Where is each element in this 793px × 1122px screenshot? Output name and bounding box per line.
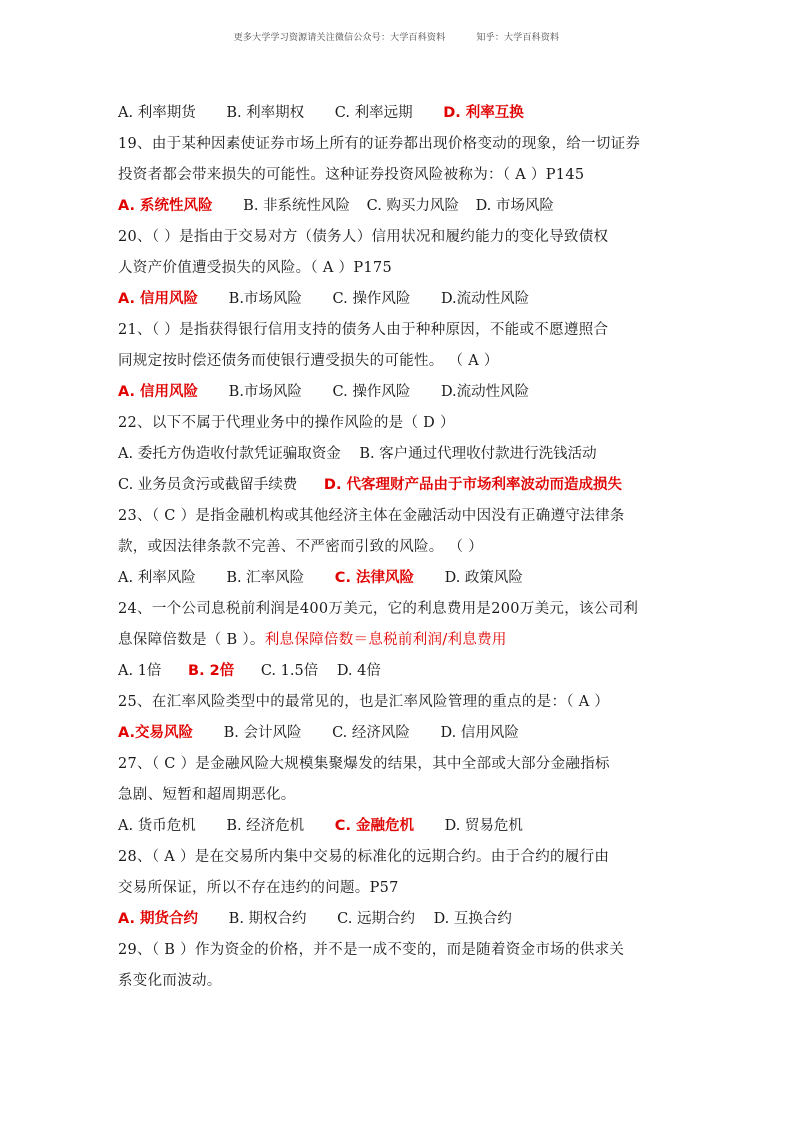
page-header	[0, 30, 793, 43]
q22-option-b: B. 客户通过代理收付款进行洗钱活动	[359, 446, 597, 462]
q28-text-line1: 28、（ A ）是在交易所内集中交易的标准化的远期合约。由于合约的履行由	[118, 849, 610, 865]
q21-text-line2: 同规定按时偿还债务而使银行遭受损失的可能性。 （ A ）	[118, 353, 499, 369]
q18-option-b: B. 利率期权	[226, 105, 305, 121]
q27-option-b: B. 经济危机	[226, 818, 305, 834]
q21-option-a-answer: A. 信用风险	[118, 384, 199, 400]
q23-option-d: D. 政策风险	[444, 570, 523, 586]
q24-text-line2	[118, 625, 678, 656]
q28-options	[118, 904, 678, 935]
q23-options	[118, 563, 678, 594]
q20-text-line2: 人资产价值遭受损失的风险。（ A ）P175	[118, 260, 392, 276]
q28-option-d: D. 互换合约	[433, 911, 512, 927]
header-wechat-note: 更多大学学习资源请关注微信公众号：大学百科资料	[233, 33, 446, 43]
q27-options	[118, 811, 678, 842]
q23-text-line1: 23、（ C ）是指金融机构或其他经济主体在金融活动中因没有正确遵守法律条	[118, 508, 625, 524]
q19-option-c: C. 购买力风险	[366, 198, 459, 214]
q22-option-a: A. 委托方伪造收付款凭证骗取资金	[118, 446, 341, 462]
q25-option-a-answer: A.交易风险	[118, 725, 193, 741]
question-list	[118, 98, 678, 997]
q28-option-a-answer: A. 期货合约	[118, 911, 199, 927]
q25-option-d: D. 信用风险	[440, 725, 519, 741]
q22-option-d-answer: D. 代客理财产品由于市场利率波动而造成损失	[323, 477, 622, 493]
q28-option-b: B. 期权合约	[228, 911, 307, 927]
q18-option-d-answer: D. 利率互换	[443, 105, 524, 121]
q22-option-c: C. 业务员贪污或截留手续费	[118, 477, 298, 493]
q23-option-a: A. 利率风险	[118, 570, 196, 586]
q24-formula-note: 利息保障倍数＝息税前利润/利息费用	[264, 632, 507, 648]
q19-text-line2: 投资者都会带来损失的可能性。这种证券投资风险被称为：（ A ）P145	[118, 167, 585, 183]
q24-question-tail: 息保障倍数是（ B ）。	[118, 632, 265, 648]
header-zhihu-note: 知乎：大学百科资料	[476, 33, 560, 43]
q23-option-c-answer: C. 法律风险	[334, 570, 414, 586]
q20-options	[118, 284, 678, 315]
q25-options	[118, 718, 678, 749]
q21-text-line1: 21、（ ）是指获得银行信用支持的债务人由于种种原因，不能或不愿遵照合	[118, 322, 609, 338]
q28-option-c: C. 远期合约	[337, 911, 415, 927]
q27-option-d: D. 贸易危机	[444, 818, 523, 834]
q19-option-d: D. 市场风险	[475, 198, 554, 214]
q24-option-c: C. 1.5倍	[260, 663, 319, 679]
q23-text-line2: 款，或因法律条款不完善、不严密而引致的风险。 （ ）	[118, 539, 484, 555]
q24-option-a: A. 1倍	[118, 663, 162, 679]
q27-text-line2: 急剧、短暂和超周期恶化。	[118, 787, 296, 803]
q19-option-a-answer: A. 系统性风险	[118, 198, 213, 214]
q24-options	[118, 656, 678, 687]
q24-option-d: D. 4倍	[336, 663, 381, 679]
q24-option-b-answer: B. 2倍	[188, 663, 235, 679]
q20-option-d: D.流动性风险	[440, 291, 530, 307]
q21-options	[118, 377, 678, 408]
q29-text-line2: 系变化而波动。	[118, 973, 222, 989]
q18-options	[118, 98, 678, 129]
q19-text-line1: 19、由于某种因素使证券市场上所有的证券都出现价格变动的现象，给一切证券	[118, 136, 641, 152]
q21-option-c: C. 操作风险	[332, 384, 411, 400]
q18-option-a: A. 利率期货	[118, 105, 196, 121]
q25-option-c: C. 经济风险	[332, 725, 410, 741]
q23-option-b: B. 汇率风险	[226, 570, 305, 586]
q25-text: 25、在汇率风险类型中的最常见的，也是汇率风险管理的重点的是：（ A ）	[118, 694, 610, 710]
q20-option-b: B.市场风险	[228, 291, 302, 307]
q27-option-c-answer: C. 金融危机	[334, 818, 414, 834]
q22-options-ab	[118, 439, 678, 470]
q27-option-a: A. 货币危机	[118, 818, 196, 834]
q24-text-line1: 24、一个公司息税前利润是400万美元，它的利息费用是200万美元，该公司利	[118, 601, 639, 617]
q25-option-b: B. 会计风险	[223, 725, 302, 741]
q20-text-line1: 20、（ ）是指由于交易对方（债务人）信用状况和履约能力的变化导致债权	[118, 229, 609, 245]
q19-options	[118, 191, 678, 222]
q21-option-b: B.市场风险	[228, 384, 302, 400]
q20-option-a-answer: A. 信用风险	[118, 291, 199, 307]
q22-options-cd	[118, 470, 678, 501]
q22-text: 22、以下不属于代理业务中的操作风险的是（ D ）	[118, 415, 455, 431]
q21-option-d: D.流动性风险	[440, 384, 530, 400]
q27-text-line1: 27、（ C ）是金融风险大规模集聚爆发的结果，其中全部或大部分金融指标	[118, 756, 610, 772]
q28-text-line2: 交易所保证，所以不存在违约的问题。P57	[118, 880, 399, 896]
q19-option-b: B. 非系统性风险	[243, 198, 351, 214]
q29-text-line1: 29、（ B ）作为资金的价格，并不是一成不变的，而是随着资金市场的供求关	[118, 942, 625, 958]
q20-option-c: C. 操作风险	[332, 291, 411, 307]
q18-option-c: C. 利率远期	[334, 105, 413, 121]
